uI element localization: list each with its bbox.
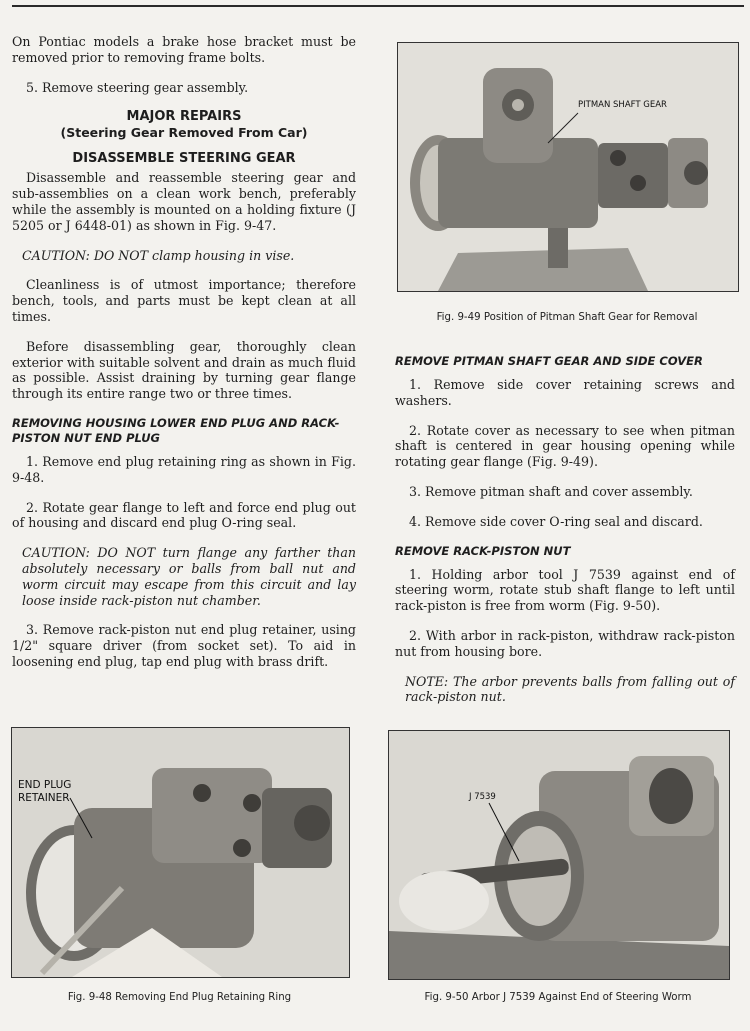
end-plug-step-2: 2. Rotate gear flange to left and force end plug out of housing and discard end plug O-ring seal.	[12, 499, 356, 531]
note-arbor: NOTE: The arbor prevents balls from falling out of rack-piston nut.	[405, 673, 735, 705]
paragraph-disassemble: Disassemble and reassemble steering gear and sub-assemblies on a clean work bench, preferably while the assembly is mounted on a holding fixture (J 5205 or J 6448-01) as shown in Fig. 9-47.	[12, 170, 356, 233]
steering-gear-illustration	[398, 43, 738, 291]
heading-pitman: REMOVE PITMAN SHAFT GEAR AND SIDE COVER	[395, 354, 703, 368]
heading-rack-piston: REMOVE RACK-PISTON NUT	[395, 543, 571, 558]
left-column	[12, 34, 356, 684]
figure-9-48	[11, 727, 350, 978]
figure-9-49	[397, 42, 739, 292]
pitman-shaft-gear-label: PITMAN SHAFT GEAR	[578, 100, 667, 110]
caution-flange: CAUTION: DO NOT turn flange any farther than absolutely necessary or balls from ball nut and worm circuit may escape from this circuit and lay loose inside rack-piston nut chamber.	[22, 545, 356, 608]
right-column	[395, 348, 735, 719]
pitman-step-4: 4. Remove side cover O-ring seal and discard.	[409, 513, 703, 529]
disassemble-title: DISASSEMBLE STEERING GEAR	[72, 151, 296, 167]
end-plug-step-3: 3. Remove rack-piston nut end plug retainer, using 1/2" square driver (from socket set). To aid in loosening end plug, tap end plug with brass drift.	[12, 622, 356, 669]
top-rule	[12, 5, 744, 7]
paragraph-clean-exterior: Before disassembling gear, thoroughly clean exterior with suitable solvent and drain as much fluid as possible. Assist draining by turning gear flange through its entire range two or three times.	[12, 338, 356, 402]
arbor-illustration	[389, 731, 729, 979]
heading-end-plug: REMOVING HOUSING LOWER END PLUG AND RACK-PISTON NUT END PLUG	[12, 415, 340, 445]
end-plug-label-line1: END PLUG	[18, 779, 72, 791]
pitman-step-2: 2. Rotate cover as necessary to see when pitman shaft is centered in gear housing opening while rotating gear flange (Fig. 9-49).	[395, 422, 735, 470]
rack-step-1: 1. Holding arbor tool J 7539 against end of steering worm, rotate stub shaft flange to left until rack-piston is free from worm (Fig. 9-50).	[395, 566, 735, 614]
figure-9-50	[388, 730, 730, 980]
pitman-step-3: 3. Remove pitman shaft and cover assembly.	[409, 483, 693, 499]
caution-clamp: CAUTION: DO NOT clamp housing in vise.	[22, 247, 295, 263]
major-repairs-subtitle: (Steering Gear Removed From Car)	[60, 125, 308, 141]
end-plug-step-1: 1. Remove end plug retaining ring as shown in Fig. 9-48.	[12, 453, 356, 485]
pitman-step-1: 1. Remove side cover retaining screws and washers.	[395, 377, 735, 408]
intro-paragraph: On Pontiac models a brake hose bracket must be removed prior to removing frame bolts.	[12, 34, 356, 65]
caption-fig-9-48: Fig. 9-48 Removing End Plug Retaining Ring	[67, 992, 292, 1003]
end-plug-label-line2: RETAINER	[18, 792, 70, 804]
step-5: 5. Remove steering gear assembly.	[26, 79, 249, 95]
end-plug-retainer-illustration	[12, 728, 349, 977]
major-repairs-title: MAJOR REPAIRS	[126, 109, 242, 125]
caption-fig-9-49: Fig. 9-49 Position of Pitman Shaft Gear for Removal	[436, 312, 698, 323]
j7539-label: J 7539	[469, 792, 496, 802]
paragraph-cleanliness: Cleanliness is of utmost importance; therefore bench, tools, and parts must be kept clean at all times.	[12, 277, 356, 324]
caption-fig-9-50: Fig. 9-50 Arbor J 7539 Against End of Steering Worm	[424, 992, 692, 1003]
rack-step-2: 2. With arbor in rack-piston, withdraw rack-piston nut from housing bore.	[395, 627, 735, 659]
